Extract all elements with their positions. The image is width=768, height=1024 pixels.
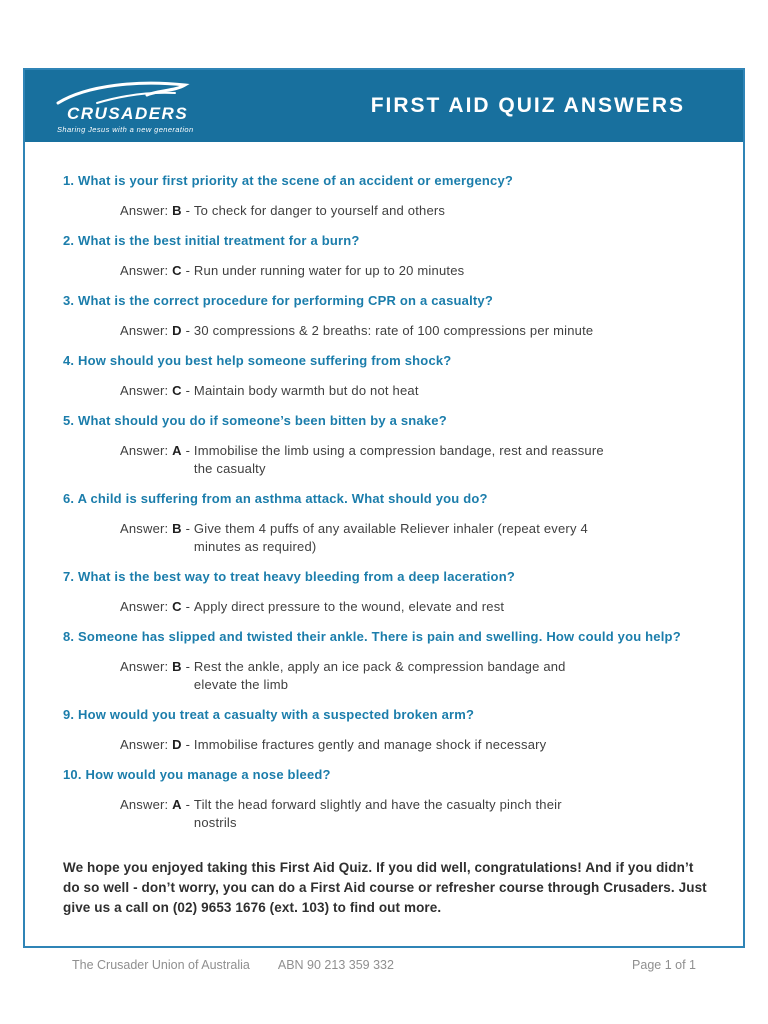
questions-list bbox=[63, 172, 707, 832]
document-frame bbox=[23, 68, 745, 948]
question-item bbox=[63, 292, 707, 340]
answer-row bbox=[120, 322, 707, 340]
question-text: 3. What is the correct procedure for performing CPR on a casualty? bbox=[63, 293, 494, 308]
answer-letter: C bbox=[172, 263, 182, 278]
question-text: 7. What is the best way to treat heavy bleeding from a deep laceration? bbox=[63, 569, 515, 584]
answer-letter: D bbox=[172, 323, 182, 338]
swoosh-bird-icon bbox=[55, 79, 195, 107]
footer-abn: ABN 90 213 359 332 bbox=[277, 958, 394, 972]
answer-text: Apply direct pressure to the wound, elevate and rest bbox=[193, 599, 505, 614]
question-item bbox=[63, 352, 707, 400]
question-item bbox=[63, 628, 707, 694]
question-item bbox=[63, 568, 707, 616]
answer-row bbox=[120, 382, 707, 400]
question-text: 10. How would you manage a nose bleed? bbox=[63, 767, 331, 782]
footer-organisation: The Crusader Union of Australia bbox=[72, 958, 250, 972]
answer-letter: C bbox=[172, 383, 182, 398]
answer-text: 30 compressions & 2 breaths: rate of 100 compressions per minute bbox=[193, 323, 594, 338]
answer-text: Tilt the head forward slightly and have the casualty pinch their nostrils bbox=[193, 797, 562, 830]
question-item bbox=[63, 490, 707, 556]
crusaders-logo bbox=[53, 79, 195, 134]
question-text: 1. What is your first priority at the scene of an accident or emergency? bbox=[63, 173, 514, 188]
page-footer bbox=[72, 958, 696, 972]
answer-label: Answer: B - bbox=[120, 203, 194, 218]
document-body bbox=[25, 142, 743, 918]
answer-row bbox=[120, 658, 707, 694]
footer-page-number: Page 1 of 1 bbox=[632, 958, 696, 972]
answer-letter: B bbox=[172, 659, 182, 674]
answer-letter: B bbox=[172, 203, 182, 218]
logo-tagline: Sharing Jesus with a new generation bbox=[57, 124, 194, 134]
answer-label: Answer: C - bbox=[120, 383, 194, 398]
question-text: 2. What is the best initial treatment for a burn? bbox=[63, 233, 360, 248]
question-item bbox=[63, 412, 707, 478]
answer-letter: B bbox=[172, 521, 182, 536]
answer-letter: A bbox=[172, 797, 182, 812]
question-item bbox=[63, 766, 707, 832]
document-header bbox=[25, 70, 743, 142]
answer-label: Answer: D - bbox=[120, 323, 194, 338]
answer-row bbox=[120, 520, 707, 556]
answer-text: Rest the ankle, apply an ice pack & compression bandage and elevate the limb bbox=[193, 659, 566, 692]
answer-text: Immobilise the limb using a compression bandage, rest and reassure the casualty bbox=[193, 443, 604, 476]
answer-label: Answer: C - bbox=[120, 263, 194, 278]
answer-row bbox=[120, 262, 707, 280]
answer-label: Answer: A - bbox=[120, 443, 194, 458]
question-item bbox=[63, 232, 707, 280]
answer-text: Give them 4 puffs of any available Reliever inhaler (repeat every 4 minutes as required) bbox=[193, 521, 588, 554]
answer-text: Immobilise fractures gently and manage shock if necessary bbox=[193, 737, 547, 752]
answer-text: To check for danger to yourself and others bbox=[193, 203, 446, 218]
question-text: 4. How should you best help someone suffering from shock? bbox=[63, 353, 452, 368]
question-text: 8. Someone has slipped and twisted their ankle. There is pain and swelling. How could you help? bbox=[63, 629, 681, 644]
answer-letter: A bbox=[172, 443, 182, 458]
question-item bbox=[63, 172, 707, 220]
answer-row bbox=[120, 736, 707, 754]
answer-text: Run under running water for up to 20 minutes bbox=[193, 263, 465, 278]
answer-row bbox=[120, 442, 707, 478]
answer-label: Answer: A - bbox=[120, 797, 194, 812]
answer-text: Maintain body warmth but do not heat bbox=[193, 383, 419, 398]
answer-label: Answer: B - bbox=[120, 521, 194, 536]
answer-row bbox=[120, 796, 707, 832]
question-text: 9. How would you treat a casualty with a suspected broken arm? bbox=[63, 707, 475, 722]
answer-letter: D bbox=[172, 737, 182, 752]
answer-label: Answer: B - bbox=[120, 659, 194, 674]
closing-paragraph: We hope you enjoyed taking this First Aid Quiz. If you did well, congratulations! And if you didn’t do so well - don’t worry, you can do a First Aid course or refresher course through Crusaders. Just give us a call on (02) 9653 1676 (ext. 103) to find out more. bbox=[63, 860, 707, 915]
page-title: FIRST AID QUIZ ANSWERS bbox=[370, 94, 685, 117]
answer-row bbox=[120, 202, 707, 220]
answer-label: Answer: C - bbox=[120, 599, 194, 614]
question-text: 6. A child is suffering from an asthma attack. What should you do? bbox=[63, 491, 488, 506]
answer-label: Answer: D - bbox=[120, 737, 194, 752]
question-text: 5. What should you do if someone’s been bitten by a snake? bbox=[63, 413, 447, 428]
answer-letter: C bbox=[172, 599, 182, 614]
question-item bbox=[63, 706, 707, 754]
logo-wordmark: CRUSADERS bbox=[67, 103, 189, 123]
answer-row bbox=[120, 598, 707, 616]
